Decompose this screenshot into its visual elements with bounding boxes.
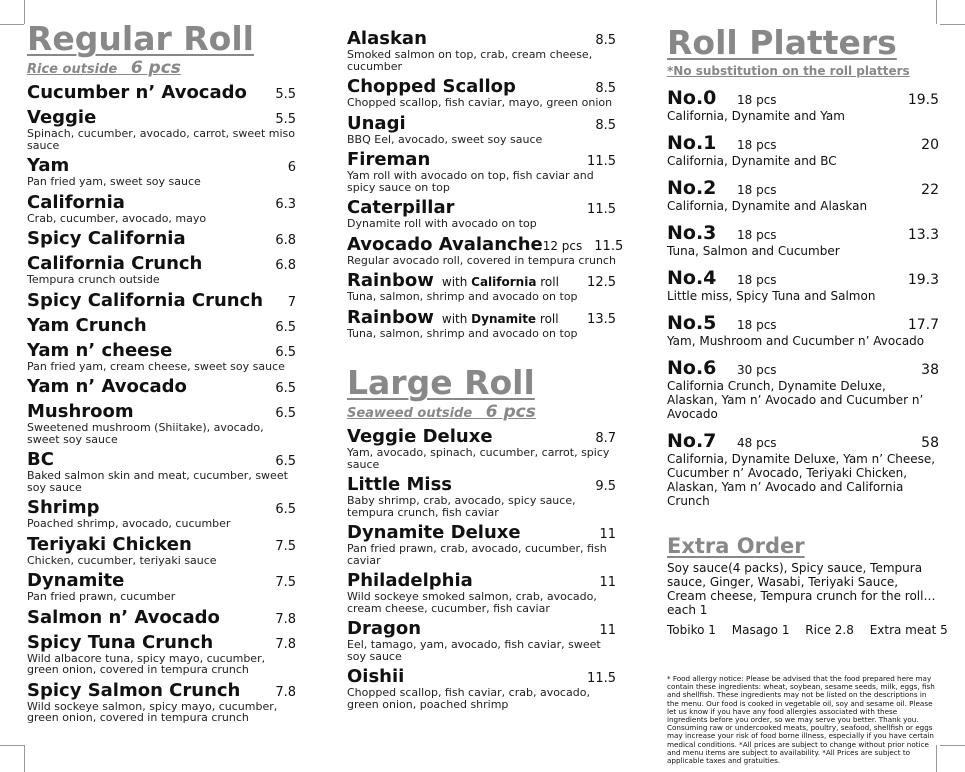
platter-row [667, 87, 939, 109]
item-name: Yam n’ Avocado [27, 376, 187, 397]
platter-description: California, Dynamite Deluxe, Yam n’ Cheese, Cucumber n’ Avocado, Teriyaki Chicken, Alaskan, Yam n’ Avocado and California Crunch [667, 452, 936, 508]
extra-order-text: Soy sauce(4 packs), Spicy sauce, Tempura sauce, Ginger, Wasabi, Teriyaki Sauce, Cream cheese, Tempura crunch for the roll… each 1 [667, 561, 936, 617]
item-price: 12.5 [587, 275, 616, 290]
menu-item [27, 632, 297, 676]
menu-item-row [27, 290, 297, 311]
item-description: Regular avocado roll, covered in tempura crunch [347, 253, 616, 267]
item-name: Chopped Scallop [347, 76, 516, 97]
platter-name: No.6 [667, 357, 717, 379]
menu-item [27, 155, 297, 188]
platter-row [667, 222, 939, 244]
menu-item-row [347, 474, 617, 495]
platter-name: No.1 [667, 132, 717, 154]
platter-name: No.5 [667, 312, 717, 334]
platter-name: No.3 [667, 222, 717, 244]
menu-item-row [27, 680, 297, 701]
menu-item-row [347, 197, 617, 218]
item-description: Wild sockeye salmon, spicy mayo, cucumber, green onion, covered in tempura crunch [27, 699, 278, 724]
menu-item [347, 197, 617, 230]
menu-item [347, 76, 617, 109]
menu-item-row [27, 534, 297, 555]
menu-item [27, 290, 297, 311]
item-description: Yam roll with avocado on top, fish caviar and spicy sauce on top [347, 169, 594, 194]
menu-item-row [27, 340, 297, 361]
menu-item [347, 28, 617, 72]
item-description: Dynamite roll with avocado on top [347, 217, 537, 230]
item-name: Veggie Deluxe [347, 426, 493, 447]
platter-description: Yam, Mushroom and Cucumber n’ Avocado [667, 334, 925, 348]
menu-item-row [27, 315, 297, 336]
item-name: Yam Crunch [27, 314, 147, 336]
item-pcs: 12 pcs [542, 238, 583, 253]
menu-item-row [347, 570, 617, 591]
regular-roll-list [27, 82, 297, 724]
item-description: Wild sockeye smoked salmon, crab, avocado, cream cheese, cucumber, fish caviar [347, 590, 597, 615]
menu-item [27, 315, 297, 336]
menu-item-row [347, 618, 617, 639]
item-name: Oishii [347, 666, 405, 687]
menu-item [347, 149, 617, 193]
menu-item-row [347, 233, 624, 255]
section-title: Roll Platters [667, 23, 897, 62]
roll-text: roll [536, 311, 559, 326]
menu-item-row [27, 82, 297, 103]
menu-item [27, 192, 297, 225]
platter-item [667, 222, 939, 258]
platter-name: No.4 [667, 267, 717, 289]
platter-row [667, 430, 939, 452]
crop-mark [24, 0, 25, 24]
platter-price: 19.3 [907, 272, 939, 288]
menu-item [347, 270, 617, 303]
menu-item-row [347, 426, 617, 447]
platter-description: California, Dynamite and Yam [667, 109, 845, 123]
menu-item [27, 680, 297, 724]
item-name: California [27, 191, 125, 213]
platter-description: Little miss, Spicy Tuna and Salmon [667, 289, 876, 303]
item-price: 6.8 [275, 233, 296, 248]
special-roll-list [347, 28, 624, 267]
platter-description: Tuna, Salmon and Cucumber [667, 244, 840, 258]
menu-item [347, 522, 617, 566]
platter-price: 13.3 [907, 227, 939, 243]
menu-item-row [27, 607, 297, 628]
item-price: 9.5 [595, 479, 616, 494]
platter-description: California Crunch, Dynamite Deluxe, Alaskan, Yam n’ Avocado and Cucumber n’ Avocado [667, 379, 924, 421]
menu-item [27, 497, 297, 530]
item-name-group [347, 307, 559, 328]
item-description: Tempura crunch outside [27, 273, 160, 286]
platter-price: 38 [921, 362, 939, 378]
with-text: with [441, 311, 472, 326]
item-description: BBQ Eel, avocado, sweet soy sauce [347, 132, 543, 146]
item-name: Dynamite Deluxe [347, 522, 521, 543]
item-price: 5.5 [275, 112, 296, 127]
large-roll-list [347, 426, 617, 710]
menu-item-row [27, 155, 297, 176]
menu-item-row [27, 376, 297, 397]
menu-item [27, 376, 297, 397]
platter-pcs: 18 pcs [737, 93, 777, 107]
item-description: Baby shrimp, crab, avocado, spicy sauce, tempura crunch, fish caviar [347, 494, 576, 519]
item-price: 6.5 [275, 319, 296, 335]
item-price: 6.5 [275, 344, 296, 360]
section-subtitle: Seaweed outside 6 pcs [347, 402, 536, 422]
platter-item [667, 430, 939, 508]
item-description: Pan fried prawn, cucumber [27, 590, 176, 603]
item-description: Pan fried yam, cream cheese, sweet soy sauce [27, 359, 285, 373]
item-name-group [347, 270, 559, 291]
menu-item [347, 307, 617, 340]
item-description: Smoked salmon on top, crab, cream cheese, cucumber [347, 48, 593, 73]
platter-price: 17.7 [907, 317, 939, 333]
menu-item [27, 570, 297, 603]
item-name: Unagi [347, 112, 406, 134]
with-text: with [441, 275, 472, 289]
item-name: Shrimp [27, 497, 100, 518]
menu-item-row [27, 192, 297, 213]
roll-text: roll [536, 275, 559, 289]
item-price: 11 [599, 527, 616, 542]
menu-item-row [27, 253, 297, 274]
crop-mark [940, 745, 965, 746]
item-description: Crab, cucumber, avocado, mayo [27, 211, 207, 225]
menu-item-row [27, 570, 297, 591]
item-name: Spicy California Crunch [27, 289, 264, 311]
platter-pcs: 18 pcs [737, 318, 777, 332]
item-name: Little Miss [347, 474, 453, 495]
platter-pcs: 30 pcs [737, 363, 777, 377]
platter-column [667, 23, 948, 766]
base-roll: Dynamite [471, 311, 537, 326]
item-description: Tuna, salmon, shrimp and avocado on top [347, 326, 578, 340]
extra-order-prices [667, 623, 948, 637]
menu-item [27, 401, 297, 445]
item-name: Caterpillar [347, 197, 455, 218]
platter-row [667, 357, 939, 379]
platter-description: California, Dynamite and BC [667, 154, 837, 168]
item-price: 7 [287, 294, 296, 310]
platter-row [667, 312, 939, 334]
platter-price: 58 [921, 435, 939, 451]
item-description: Poached shrimp, avocado, cucumber [27, 517, 231, 530]
menu-item [347, 618, 617, 662]
platter-price: 19.5 [907, 92, 939, 108]
platter-note: *No substitution on the roll platters [667, 64, 910, 78]
item-price: 7.8 [275, 636, 296, 652]
platter-item [667, 267, 939, 303]
menu-item-row [347, 76, 617, 97]
item-name: Avocado Avalanche [347, 233, 543, 255]
item-name: Alaskan [347, 28, 427, 49]
regular-roll-column [27, 20, 297, 724]
item-name: BC [27, 449, 54, 470]
menu-item-row [27, 497, 297, 518]
platter-item [667, 312, 939, 348]
crop-mark [0, 745, 24, 746]
item-description: Eel, tamago, yam, avocado, fish caviar, sweet soy sauce [347, 638, 601, 663]
item-price: 11.5 [587, 202, 616, 217]
item-description: Baked salmon skin and meat, cucumber, sweet soy sauce [27, 469, 288, 494]
item-name: Yam n’ cheese [27, 339, 173, 361]
platter-name: No.7 [667, 430, 717, 452]
menu-item-row [347, 270, 617, 291]
item-price: 7.5 [275, 538, 296, 554]
menu-item-row [27, 107, 297, 128]
menu-item [27, 228, 297, 249]
item-price: 11 [599, 623, 616, 638]
item-price: 7.8 [275, 611, 296, 627]
item-price: 5.5 [275, 87, 296, 102]
item-with [442, 312, 559, 326]
menu-item [27, 340, 297, 373]
item-name: Spicy Salmon Crunch [27, 679, 241, 701]
item-name: Spicy California [27, 228, 186, 249]
menu-item [27, 253, 297, 286]
item-name: Teriyaki Chicken [27, 533, 192, 555]
menu-item [347, 426, 617, 470]
item-description: Sweetened mushroom (Shiitake), avocado, sweet soy sauce [27, 421, 264, 446]
menu-item-row [347, 113, 617, 134]
menu-item [347, 113, 617, 146]
platter-list [667, 87, 939, 508]
item-name: Yam [27, 155, 70, 176]
item-name: Philadelphia [347, 570, 473, 591]
extra-item: Tobiko 1 [667, 623, 716, 637]
item-description: Chopped scallop, fish caviar, crab, avocado, green onion, poached shrimp [347, 686, 590, 711]
menu-item [27, 607, 297, 628]
menu-item-row [27, 228, 297, 249]
platter-pcs: 48 pcs [737, 436, 777, 450]
menu-item-row [347, 149, 617, 170]
menu-item-row [347, 522, 617, 543]
section-title: Regular Roll [27, 19, 254, 58]
item-price: 11.5 [594, 238, 624, 254]
item-description: Wild albacore tuna, spicy mayo, cucumber, green onion, covered in tempura crunch [27, 651, 266, 676]
item-price: 13.5 [587, 311, 616, 327]
base-roll: California [471, 275, 537, 289]
platter-item [667, 132, 939, 168]
item-description: Chicken, cucumber, teriyaki sauce [27, 553, 217, 567]
item-name: Mushroom [27, 401, 134, 422]
item-price: 11.5 [587, 671, 616, 686]
item-name: Rainbow [347, 270, 434, 291]
item-name: California Crunch [27, 253, 203, 274]
menu-item-row [27, 449, 297, 470]
crop-mark [940, 24, 965, 25]
item-price: 11.5 [587, 154, 616, 169]
item-name: Fireman [347, 149, 431, 170]
menu-item-row [27, 401, 297, 422]
item-price: 6.5 [275, 502, 296, 517]
platter-row [667, 267, 939, 289]
menu-item [347, 570, 617, 614]
menu-item [347, 474, 617, 518]
item-with [442, 275, 559, 289]
item-name: Rainbow [347, 306, 434, 328]
menu-item-row [347, 307, 617, 328]
platter-name: No.2 [667, 177, 717, 199]
item-price: 8.5 [595, 117, 616, 133]
item-price: 11 [599, 575, 616, 590]
section-subtitle: Rice outside 6 pcs [27, 58, 181, 78]
platter-pcs: 18 pcs [737, 183, 777, 197]
item-description: Chopped scallop, fish caviar, mayo, green onion [347, 96, 613, 109]
platter-pcs: 18 pcs [737, 273, 777, 287]
section-title: Large Roll [347, 363, 535, 402]
item-price: 8.5 [595, 33, 616, 48]
menu-item [27, 534, 297, 567]
crop-mark [936, 0, 937, 24]
extra-item: Masago 1 [731, 623, 790, 637]
platter-item [667, 87, 939, 123]
item-description: Yam, avocado, spinach, cucumber, carrot, spicy sauce [347, 446, 610, 471]
item-name: Salmon n’ Avocado [27, 606, 220, 628]
item-price: 6.5 [275, 381, 296, 396]
extra-item: Rice 2.8 [805, 623, 854, 637]
crop-mark [0, 24, 24, 25]
special-roll-column [347, 24, 624, 711]
crop-mark [24, 745, 25, 772]
platter-pcs: 18 pcs [737, 138, 777, 152]
extra-item: Extra meat 5 [869, 623, 948, 637]
menu-item [27, 82, 297, 103]
item-price: 6.8 [275, 258, 296, 273]
platter-row [667, 177, 939, 199]
menu-item-row [347, 28, 617, 49]
item-price: 6.5 [275, 406, 296, 421]
item-price: 7.5 [275, 575, 296, 590]
menu-item [347, 233, 624, 267]
platter-item [667, 357, 939, 421]
menu-item-row [27, 632, 297, 653]
item-price: 8.5 [595, 81, 616, 96]
platter-description: California, Dynamite and Alaskan [667, 199, 868, 213]
platter-pcs: 18 pcs [737, 228, 777, 242]
platter-item [667, 177, 939, 213]
item-price: 7.8 [275, 684, 296, 700]
item-description: Pan fried yam, sweet soy sauce [27, 175, 201, 188]
menu-item [27, 107, 297, 151]
platter-price: 20 [921, 137, 939, 153]
item-price: 6 [287, 160, 296, 175]
menu-item-row [347, 666, 617, 687]
item-price: 8.7 [595, 431, 616, 446]
item-name: Veggie [27, 107, 97, 128]
item-price: 6.5 [275, 454, 296, 469]
platter-price: 22 [921, 182, 939, 198]
allergy-notice: * Food allergy notice: Please be advised that the food prepared here may contain these ingredients: wheat, soybean, sesame seeds, milk, eggs, fish and shellfish. These ingredients may not be listed on the descriptions in the menu. Our food is cooked in vegetable oil, soy and sesame oil. Please let us know if you have any food allergies associated with these ingredients before you order, so we may serve you better. Thank you. Consuming raw or undercooked meats, poultry, seafood, shellfish or eggs may increase your risk of food borne illness, especially if you have certain medical conditions. *All prices are subject to change without prior notice and menu items are subject to availability. *All Prices are subject to applicable taxes and gratuities. [667, 674, 935, 766]
rainbow-roll-list [347, 270, 617, 339]
item-description: Spinach, cucumber, avocado, carrot, sweet miso sauce [27, 127, 295, 152]
extra-order-title: Extra Order [667, 534, 805, 558]
item-description: Pan fried prawn, crab, avocado, cucumber, fish caviar [347, 542, 607, 567]
item-name: Dynamite [27, 570, 125, 591]
platter-name: No.0 [667, 87, 717, 109]
menu-item [347, 666, 617, 710]
item-name: Cucumber n’ Avocado [27, 82, 247, 103]
item-description: Tuna, salmon, shrimp and avocado on top [347, 290, 578, 303]
item-name: Dragon [347, 618, 422, 639]
item-name: Spicy Tuna Crunch [27, 631, 214, 653]
menu-item [27, 449, 297, 493]
item-price: 6.3 [275, 196, 296, 212]
platter-row [667, 132, 939, 154]
